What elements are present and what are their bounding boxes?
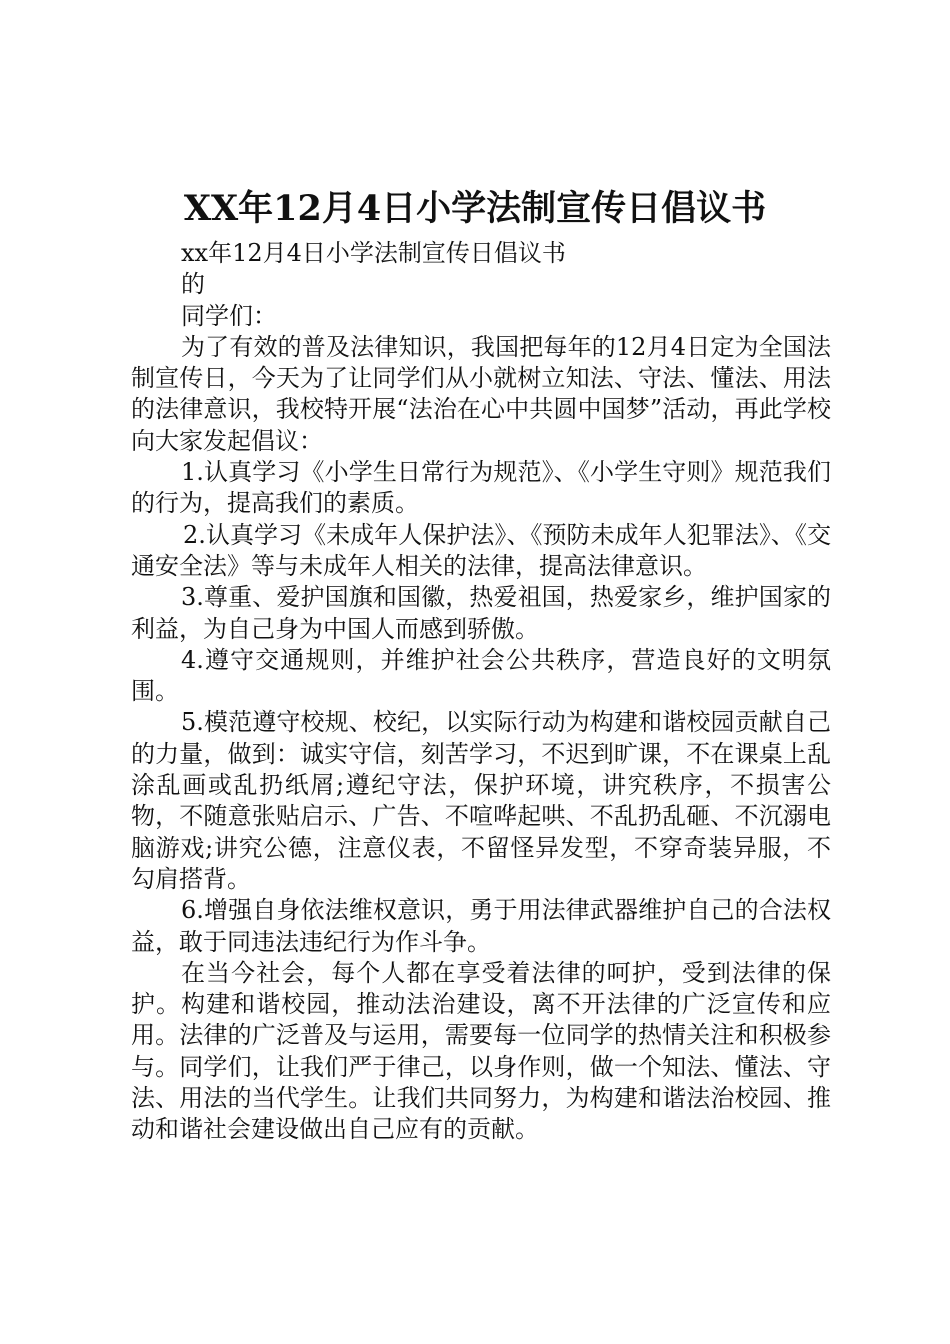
list-item: 2.认真学习《未成年人保护法》、《预防未成年人犯罪法》、《交通安全法》等与未成年人相关的法律，提高法律意识。 — [131, 520, 831, 580]
list-item: 3.尊重、爱护国旗和国徽，热爱祖国，热爱家乡，维护国家的利益，为自己身为中国人而感到骄傲。 — [131, 583, 831, 643]
document-body — [131, 238, 831, 1146]
document-title: XX年12月4日小学法制宣传日倡议书 — [183, 188, 767, 229]
list-item: 5.模范遵守校规、校纪，以实际行动为构建和谐校园贡献自己的力量，做到：诚实守信，刻苦学习，不迟到旷课，不在课桌上乱涂乱画或乱扔纸屑;遵纪守法，保护环境，讲究秩序，不损害公物，不随意张贴启示、广告、不喧哗起哄、不乱扔乱砸、不沉溺电脑游戏;讲究公德，注意仪表，不留怪异发型，不穿奇装异服，不勾肩搭背。 — [131, 708, 831, 893]
subtitle-suffix: 的 — [181, 270, 205, 299]
closing-paragraph: 在当今社会，每个人都在享受着法律的呵护，受到法律的保护。构建和谐校园，推动法治建设，离不开法律的广泛宣传和应用。法律的广泛普及与运用，需要每一位同学的热情关注和积极参与。同学们，让我们严于律己，以身作则，做一个知法、懂法、守法、用法的当代学生。让我们共同努力，为构建和谐法治校园、推动和谐社会建设做出自己应有的贡献。 — [131, 958, 831, 1144]
list-item: 6.增强自身依法维权意识，勇于用法律武器维护自己的合法权益，敢于同违法违纪行为作斗争。 — [131, 896, 831, 956]
list-item: 1.认真学习《小学生日常行为规范》、《小学生守则》规范我们的行为，提高我们的素质。 — [131, 458, 831, 518]
salutation: 同学们： — [181, 301, 277, 330]
subtitle-line: xx年12月4日小学法制宣传日倡议书 — [181, 239, 566, 267]
list-item: 4.遵守交通规则，并维护社会公共秩序，营造良好的文明氛围。 — [131, 645, 831, 706]
intro-paragraph: 为了有效的普及法律知识，我国把每年的12月4日定为全国法制宣传日，今天为了让同学们从小就树立知法、守法、懂法、用法的法律意识，我校特开展“法治在心中共圆中国梦”活动，再此学校向大家发起倡议： — [131, 332, 831, 455]
